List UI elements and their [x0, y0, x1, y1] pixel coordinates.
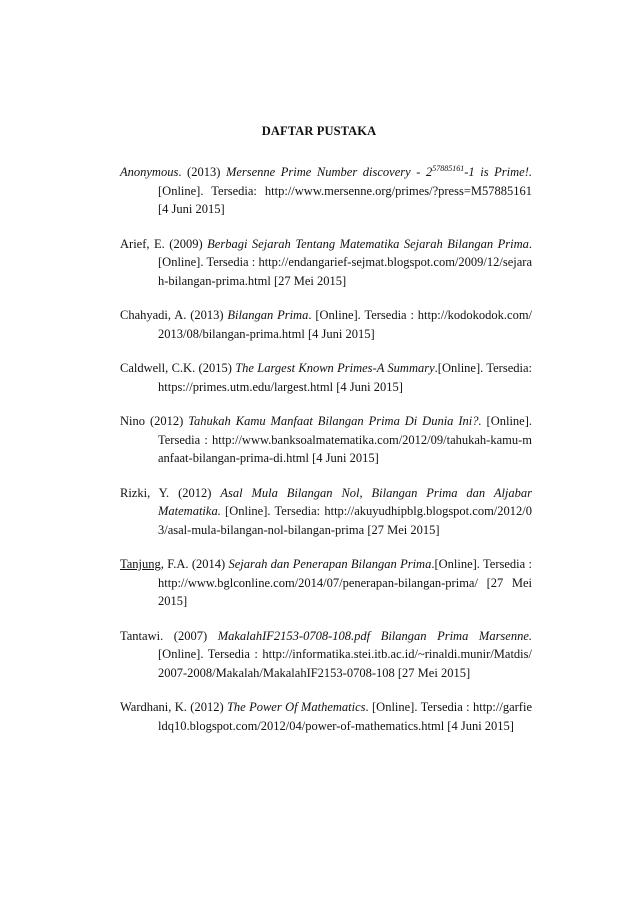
reference-date: [4 Juni 2015] — [336, 379, 403, 394]
reference-date: [4 Juni 2015] — [307, 326, 375, 341]
reference-year: (2012) — [149, 414, 184, 428]
reference-title: Berbagi Sejarah Tentang Matematika Sejarah Bilangan Prima — [207, 236, 529, 251]
reference-item: Arief, E. (2009) Berbagi Sejarah Tentang Matematika Sejarah Bilangan Prima. [Online]. Tersedia : http://endangarief-sejmat.blogspot.com/2009/12/sejarah-bilangan-prima.html [27 Mei 2015] — [120, 236, 533, 288]
reference-author: Nino — [120, 414, 145, 428]
reference-year: (2012) — [190, 700, 224, 714]
reference-date: [27 Mei 2015] — [367, 522, 440, 537]
reference-title: Asal Mula Bilangan Nol, Bilangan Prima dan Aljabar Matematika. — [158, 485, 533, 518]
reference-medium: [Online]. — [158, 255, 204, 269]
reference-available: Tersedia : — [483, 557, 532, 571]
reference-url: http://www.bglconline.com/2014/07/penerapan-bilangan-prima/ — [158, 575, 478, 590]
reference-available: Tersedia: — [211, 183, 257, 198]
reference-year: (2015) — [198, 361, 232, 375]
reference-medium: [Online]. — [372, 700, 418, 714]
reference-medium: [Online]. — [225, 504, 271, 518]
reference-date: [27 Mei 2015] — [158, 575, 532, 608]
reference-subtitle: Bilangan Prima Marsenne. — [380, 628, 533, 643]
reference-item — [120, 484, 532, 540]
reference-list — [120, 163, 532, 751]
reference-title: Tahukah Kamu Manfaat Bilangan Prima Di Dunia Ini?. — [188, 414, 482, 428]
reference-item — [120, 412, 532, 468]
reference-medium: [Online]. — [158, 647, 204, 661]
reference-medium: [Online]. — [486, 414, 533, 428]
reference-title: Sejarah dan Penerapan Bilangan Prima — [228, 557, 432, 571]
reference-year: (2007) — [173, 628, 208, 643]
reference-author: Rizki, Y. — [120, 485, 170, 500]
reference-url: http://informatika.stei.itb.ac.id/~rinaldi.munir/Matdis/2007-2008/Makalah/MakalahIF2153-0708-108 — [158, 647, 532, 680]
reference-author: Arief, E. — [120, 236, 165, 251]
reference-author: Wardhani, K. — [120, 700, 187, 714]
reference-url: https://primes.utm.edu/largest.html — [158, 379, 334, 394]
reference-title: Mersenne Prime Number discovery - $2^{57885161}-1$ is Prime!. — [225, 163, 532, 179]
reference-item: Caldwell, C.K. (2015) The Largest Known Primes-A Summary.[Online]. Tersedia: https://primes.utm.edu/largest.html [4 Juni 2015] — [120, 361, 533, 394]
reference-available: Tersedia : — [420, 700, 470, 714]
reference-item: Anonymous. (2013) Mersenne Prime Number discovery - $2^{57885161}-1$ is Prime!. [Online]. Tersedia: http://www.mersenne.org/primes/?press=M57885161 [4 Juni 2015] — [120, 163, 532, 216]
reference-date: [27 Mei 2015] — [397, 665, 471, 680]
reference-author: Tanjung, F.A. — [120, 557, 189, 571]
reference-item — [120, 627, 532, 683]
reference-available: Tersedia : — [207, 647, 258, 661]
reference-title: Bilangan Prima — [227, 308, 309, 322]
reference-item: Wardhani, K. (2012) The Power Of Mathematics. [Online]. Tersedia : http://garfieldq10.blogspot.com/2012/04/power-of-mathematics.html [4 Juni 2015] — [120, 700, 532, 733]
reference-date: [4 Juni 2015] — [158, 202, 225, 216]
reference-url: http://endangarief-sejmat.blogspot.com/2009/12/sejarah-bilangan-prima.html — [158, 255, 532, 288]
reference-medium: [Online]. — [315, 308, 361, 322]
reference-author: Chahyadi, A. — [120, 308, 187, 322]
reference-url: http://akuyudhipblg.blogspot.com/2012/03/asal-mula-bilangan-nol-bilangan-prima — [158, 504, 532, 537]
reference-url: http://www.banksoalmatematika.com/2012/09/tahukah-kamu-manfaat-bilangan-prima-di.html — [158, 432, 532, 465]
reference-date: [4 Juni 2015] — [447, 718, 514, 733]
reference-available: Tersedia : — [158, 432, 208, 447]
reference-year: (2013) — [187, 165, 221, 179]
reference-available: Tersedia : — [206, 255, 256, 269]
reference-available: Tersedia : — [364, 308, 414, 322]
reference-item: Tanjung, F.A. (2014) Sejarah dan Penerapan Bilangan Prima.[Online]. Tersedia : http://www.bglconline.com/2014/07/penerapan-bilangan-prima/ [27 Mei 2015] — [120, 557, 532, 608]
reference-url: http://kodokodok.com/2013/08/bilangan-prima.html — [158, 308, 533, 341]
reference-year: (2014) — [191, 557, 226, 571]
reference-medium: [Online]. — [437, 361, 484, 375]
reference-author: Anonymous — [120, 165, 179, 179]
reference-title: The Largest Known Primes-A Summary — [235, 361, 435, 375]
reference-medium: [Online]. — [158, 183, 204, 198]
reference-title: MakalahIF2153-0708-108.pdf — [217, 628, 371, 643]
reference-item: Chahyadi, A. (2013) Bilangan Prima. [Online]. Tersedia : http://kodokodok.com/2013/08/bilangan-prima.html [4 Juni 2015] — [120, 308, 533, 341]
reference-year: (2009) — [169, 236, 203, 251]
page-title: DAFTAR PUSTAKA — [261, 124, 377, 138]
reference-url: http://garfieldq10.blogspot.com/2012/04/power-of-mathematics.html — [158, 700, 532, 733]
reference-url: http://www.mersenne.org/primes/?press=M57885161 — [264, 183, 532, 198]
reference-available: Tersedia: — [274, 504, 321, 518]
reference-year: (2013) — [190, 308, 224, 322]
reference-author: Caldwell, C.K. — [120, 361, 196, 375]
reference-year: (2012) — [178, 485, 212, 500]
reference-title: The Power Of Mathematics — [226, 700, 366, 714]
reference-title-exponent: 57885161 — [432, 163, 465, 173]
reference-available: Tersedia: — [486, 361, 533, 375]
reference-date: [27 Mei 2015] — [273, 273, 347, 288]
reference-medium: [Online]. — [434, 557, 480, 571]
reference-author: Tantawi. — [120, 628, 164, 643]
reference-date: [4 Juni 2015] — [312, 451, 379, 465]
